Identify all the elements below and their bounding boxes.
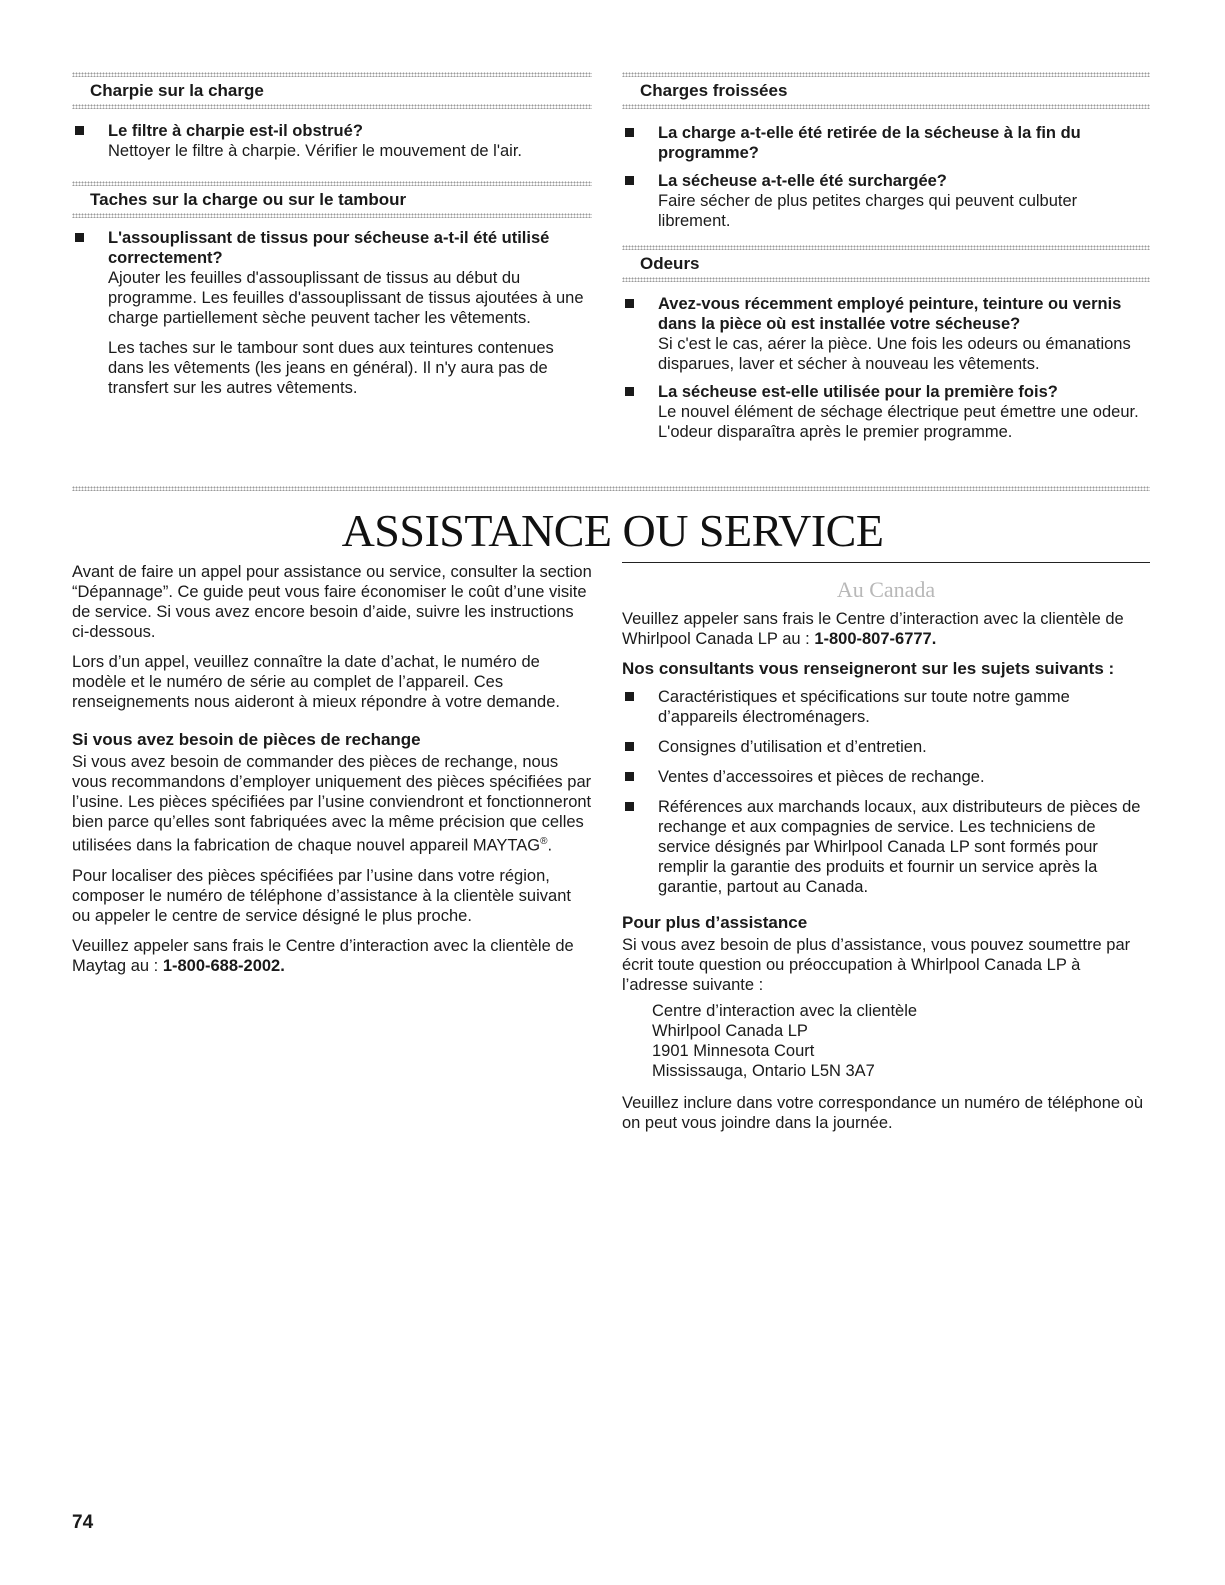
canada-heading: Au Canada [836,577,936,602]
question: L'assouplissant de tissus pour sécheuse a-t-il été utilisé correctement? [108,229,550,267]
list-item: Ventes d’accessoires et pièces de rechange. [622,767,1150,787]
section-divider [72,104,592,109]
answer: Si c'est le cas, aérer la pièce. Une fois les odeurs ou émanations disparues, laver et sécher à nouveau les vêtements. [658,335,1131,373]
list-item [622,382,1150,442]
page-divider [72,486,1150,491]
wrinkled-checklist [622,123,1150,231]
canada-rule [622,562,1150,563]
list-item [622,123,1150,163]
section-heading-stains: Taches sur la charge ou sur le tambour [90,190,407,209]
section-heading-lint: Charpie sur la charge [90,81,264,100]
odors-checklist [622,294,1150,442]
parts-heading: Si vous avez besoin de pièces de rechange [72,730,421,749]
section-heading-wrinkled: Charges froissées [640,81,788,100]
list-item: Références aux marchands locaux, aux distributeurs de pièces de rechange et aux compagnies de service. Les techniciens de service désignés par Whirlpool Canada LP sont formés pour remplir la garantie des produits et fournir un service après la garantie, partout au Canada. [622,797,1150,897]
assistance-left-column [72,562,592,986]
include-phone-paragraph: Veuillez inclure dans votre correspondance un numéro de téléphone où on peut vous joindre dans la journée. [622,1094,1144,1132]
canada-call-paragraph: Veuillez appeler sans frais le Centre d’interaction avec la clientèle de Whirlpool Canada LP au : 1-800-807-6777. [622,610,1124,648]
address-line: Whirlpool Canada LP [652,1022,808,1040]
question: Avez-vous récemment employé peinture, teinture ou vernis dans la pièce où est installée votre sécheuse? [658,295,1122,333]
list-item [622,171,1150,231]
section-divider [622,277,1150,282]
consultants-heading: Nos consultants vous renseigneront sur les sujets suivants : [622,659,1115,678]
question: La charge a-t-elle été retirée de la sécheuse à la fin du programme? [658,124,1081,162]
intro-paragraph: Avant de faire un appel pour assistance ou service, consulter la section “Dépannage”. Ce guide peut vous faire économiser le coût d’une visite de service. Si vous avez encore besoin d’aide, suivre les instructions ci-dessous. [72,563,592,641]
consultants-topics [622,687,1150,897]
list-item: Consignes d’utilisation et d’entretien. [622,737,1150,757]
maytag-phone: 1-800-688-2002. [162,956,285,975]
whirlpool-phone: 1-800-807-6777. [814,630,937,648]
call-info-paragraph: Lors d’un appel, veuillez connaître la date d’achat, le numéro de modèle et le numéro de série au complet de l’appareil. Ces renseignements nous aideront à mieux répondre à votre demande. [72,653,560,711]
question: La sécheuse est-elle utilisée pour la première fois? [658,383,1058,401]
answer: Ajouter les feuilles d'assouplissant de tissus au début du programme. Les feuilles d'assouplissant de tissus ajoutées à une charge partiellement sèche peuvent tacher les vêtements. [108,269,584,327]
page-number: 74 [72,1512,94,1533]
question: Le filtre à charpie est-il obstrué? [108,122,363,140]
list-item: Caractéristiques et spécifications sur toute notre gamme d’appareils électroménagers. [622,687,1150,727]
answer: Faire sécher de plus petites charges qui peuvent culbuter librement. [658,192,1078,230]
list-item [72,121,592,161]
question: La sécheuse a-t-elle été surchargée? [658,172,947,190]
maytag-call-paragraph: Veuillez appeler sans frais le Centre d’interaction avec la clientèle de Maytag au : 1-800-688-2002. [72,936,574,975]
troubleshooting-right-column [622,72,1150,450]
assistance-right-column [622,562,1150,1143]
list-item [72,228,592,398]
locate-parts-paragraph: Pour localiser des pièces spécifiées par l’usine dans votre région, composer le numéro de téléphone d’assistance à la clientèle suivant ou appeler le centre de service désigné le plus proche. [72,866,571,925]
troubleshooting-left-column [72,72,592,406]
address-line: Mississauga, Ontario L5N 3A7 [652,1062,875,1080]
section-divider [72,213,592,218]
address-line: 1901 Minnesota Court [652,1042,815,1060]
more-assistance-paragraph: Si vous avez besoin de plus d’assistance, vous pouvez soumettre par écrit toute question ou préoccupation à Whirlpool Canada LP à l’adresse suivante : [622,936,1131,994]
list-item [622,294,1150,374]
page-title: ASSISTANCE OU SERVICE [341,505,884,556]
mailing-address [622,1001,1150,1081]
answer: Nettoyer le filtre à charpie. Vérifier le mouvement de l'air. [108,142,522,160]
stains-checklist [72,228,592,398]
section-divider [622,104,1150,109]
address-line: Centre d’interaction avec la clientèle [652,1002,918,1020]
parts-paragraph: Si vous avez besoin de commander des pièces de rechange, nous vous recommandons d’employer uniquement des pièces spécifiées par l’usine. Les pièces spécifiées par l’usine conviendront et fonctionneront bien parce qu’elles sont fabriquées avec la même précision que celles utilisées dans la fabrication de chaque nouvel appareil MAYTAG®. [72,753,592,855]
stains-note: Les taches sur le tambour sont dues aux teintures contenues dans les vêtements (les jeans en général). Il n'y aura pas de transfert sur les autres vêtements. [108,339,554,397]
section-heading-odors: Odeurs [640,254,700,273]
answer: Le nouvel élément de séchage électrique peut émettre une odeur. L'odeur disparaîtra après le premier programme. [658,403,1139,441]
more-assistance-heading: Pour plus d’assistance [622,913,808,932]
lint-checklist [72,121,592,161]
